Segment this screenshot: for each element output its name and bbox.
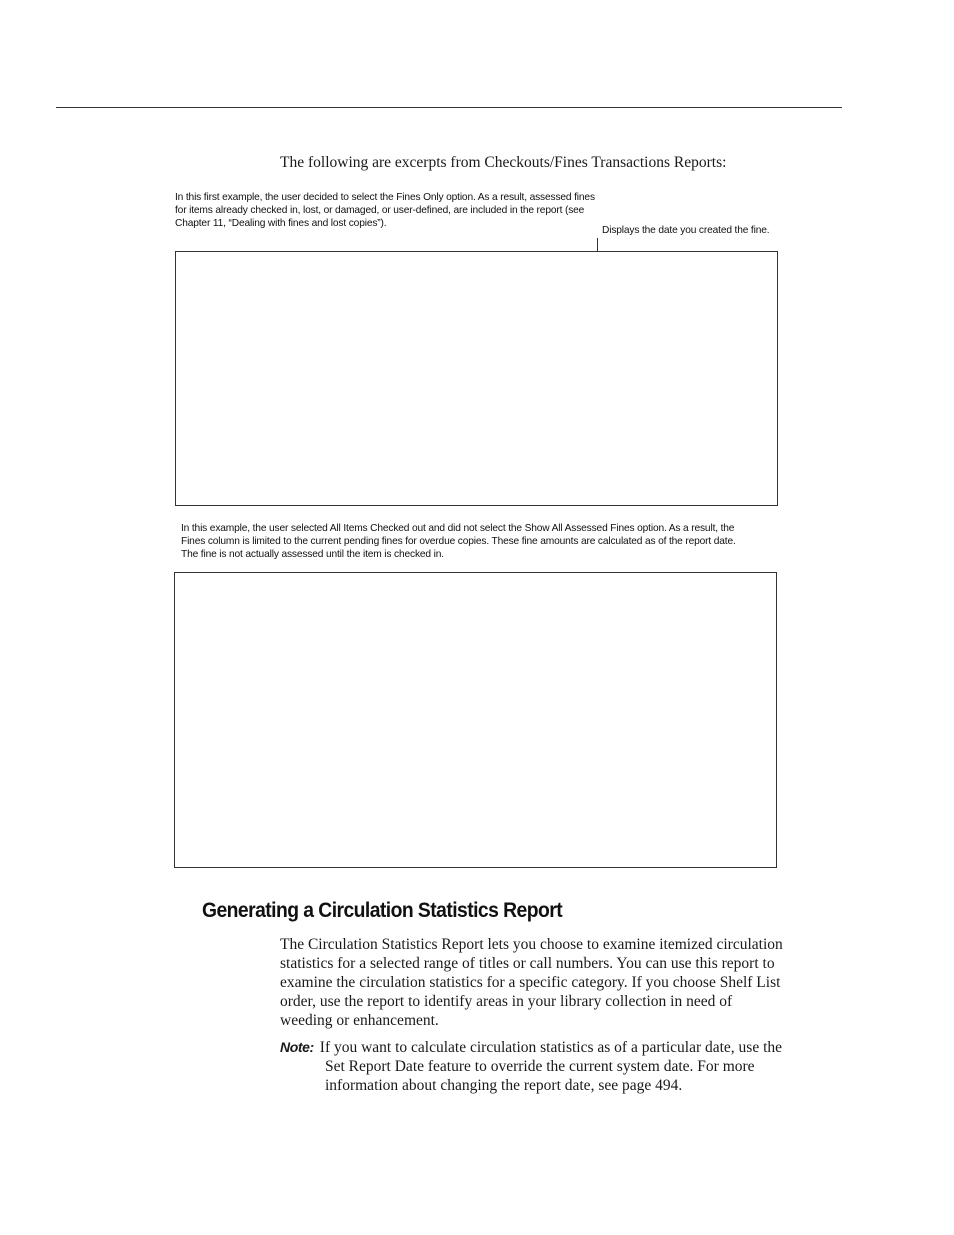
callout-line: Chapter 11, “Dealing with fines and lost copies”). bbox=[175, 218, 387, 229]
paragraph-line: examine the circulation statistics for a specific category. If you choose Shelf List bbox=[280, 974, 781, 991]
note-line: information about changing the report date, see page 494. bbox=[325, 1077, 683, 1094]
note-first-line bbox=[280, 1038, 782, 1057]
note-line: Set Report Date feature to override the current system date. For more bbox=[325, 1058, 755, 1075]
note-label: Note: bbox=[280, 1039, 314, 1055]
callout-line: Fines column is limited to the current pending fines for overdue copies. These fine amounts are calculated as of the report date. bbox=[181, 536, 736, 547]
paragraph-line: order, use the report to identify areas in your library collection in need of bbox=[280, 993, 733, 1010]
items-checked-out-report-excerpt bbox=[174, 572, 777, 868]
section-paragraph bbox=[280, 935, 783, 1030]
callout-line: The fine is not actually assessed until the item is checked in. bbox=[181, 549, 444, 560]
fines-only-report-excerpt bbox=[175, 251, 778, 506]
intro-text: The following are excerpts from Checkouts/Fines Transactions Reports: bbox=[280, 154, 727, 171]
callout-line: In this first example, the user decided to select the Fines Only option. As a result, assessed fines bbox=[175, 192, 595, 203]
section-heading: Generating a Circulation Statistics Report bbox=[202, 899, 563, 922]
note-block bbox=[280, 1038, 782, 1095]
paragraph-line: The Circulation Statistics Report lets you choose to examine itemized circulation bbox=[280, 936, 783, 953]
date-column-callout: Displays the date you created the fine. bbox=[602, 225, 770, 236]
paragraph-line: statistics for a selected range of titles or call numbers. You can use this report to bbox=[280, 955, 775, 972]
first-example-callout bbox=[175, 191, 595, 230]
callout-line: for items already checked in, lost, or damaged, or user-defined, are included in the report (see bbox=[175, 205, 585, 216]
note-line: If you want to calculate circulation statistics as of a particular date, use the bbox=[319, 1039, 783, 1056]
second-example-callout bbox=[181, 522, 736, 561]
header-rule bbox=[56, 107, 842, 108]
paragraph-line: weeding or enhancement. bbox=[280, 1012, 439, 1029]
callout-line: In this example, the user selected All Items Checked out and did not select the Show All Assessed Fines option. As a result, the bbox=[181, 523, 735, 534]
